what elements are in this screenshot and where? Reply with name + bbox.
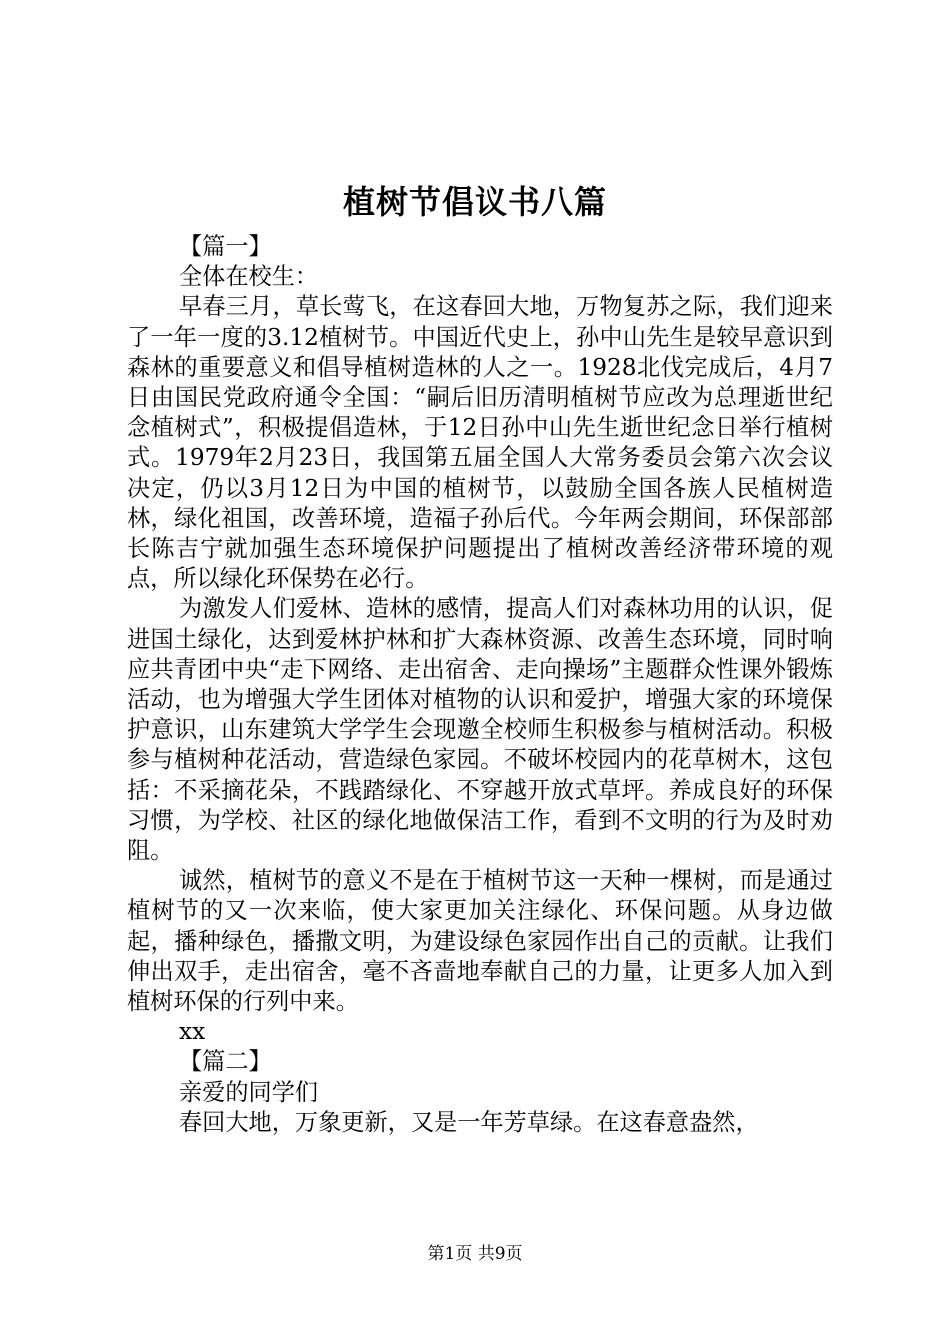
page-footer: 第1页 共9页 [427,1244,523,1264]
paragraph-1: 早春三月，草长莺飞，在这春回大地，万物复苏之际，我们迎来了一年一度的3.12植树节。中国近代史上，孙中山先生是较早意识到森林的重要意义和倡导植树造林的人之一。1928北伐完成后，4月7日由国民党政府通令全国：“嗣后旧历清明植树节应改为总理逝世纪念植树式”，积极提倡造林，于12日孙中山先生逝世纪念日举行植树式。1979年2月23日，我国第五届全国人大常务委员会第六次会议决定，仍以3月12日为中国的植树节，以鼓励全国各族人民植树造林，绿化祖国，改善环境，造福子孙后代。今年两会期间，环保部部长陈吉宁就加强生态环境保护问题提出了植树改善经济带环境的观点，所以绿化环保势在必行。 [127,293,833,593]
section-heading-1: 【篇一】 [179,233,272,260]
paragraph-3: 诚然，植树节的意义不是在于植树节这一天种一棵树，而是通过植树节的又一次来临，使大家更加关注绿化、环保问题。从身边做起，播种绿色，播撒文明，为建设绿色家园作出自己的贡献。让我们伸出双手，走出宿舍，毫不吝啬地奉献自己的力量，让更多人加入到植树环保的行列中来。 [127,867,833,1016]
signature-1: xx [179,1018,206,1046]
document-title: 植树节倡议书八篇 [342,183,607,221]
salutation-2: 亲爱的同学们 [179,1078,319,1106]
document-body [127,232,833,1138]
paragraph-2: 为激发人们爱林、造林的感情，提高人们对森林功用的认识，促进国土绿化，达到爱林护林和扩大森林资源、改善生态环境，同时响应共青团中央“走下网络、走出宿舍、走向操场”主题群众性课外锻炼活动，也为增强大学生团体对植物的认识和爱护，增强大家的环境保护意识，山东建筑大学学生会现邀全校师生积极参与植树活动。积极参与植树种花活动，营造绿色家园。不破坏校园内的花草树木，这包括：不采摘花朵，不践踏绿化、不穿越开放式草坪。养成良好的环保习惯，为学校、社区的绿化地做保洁工作，看到不文明的行为及时劝阻。 [127,595,833,865]
section-heading-2: 【篇二】 [179,1048,272,1076]
paragraph-4: 春回大地，万象更新，又是一年芳草绿。在这春意盎然， [179,1108,759,1136]
salutation-1: 全体在校生： [179,263,319,291]
